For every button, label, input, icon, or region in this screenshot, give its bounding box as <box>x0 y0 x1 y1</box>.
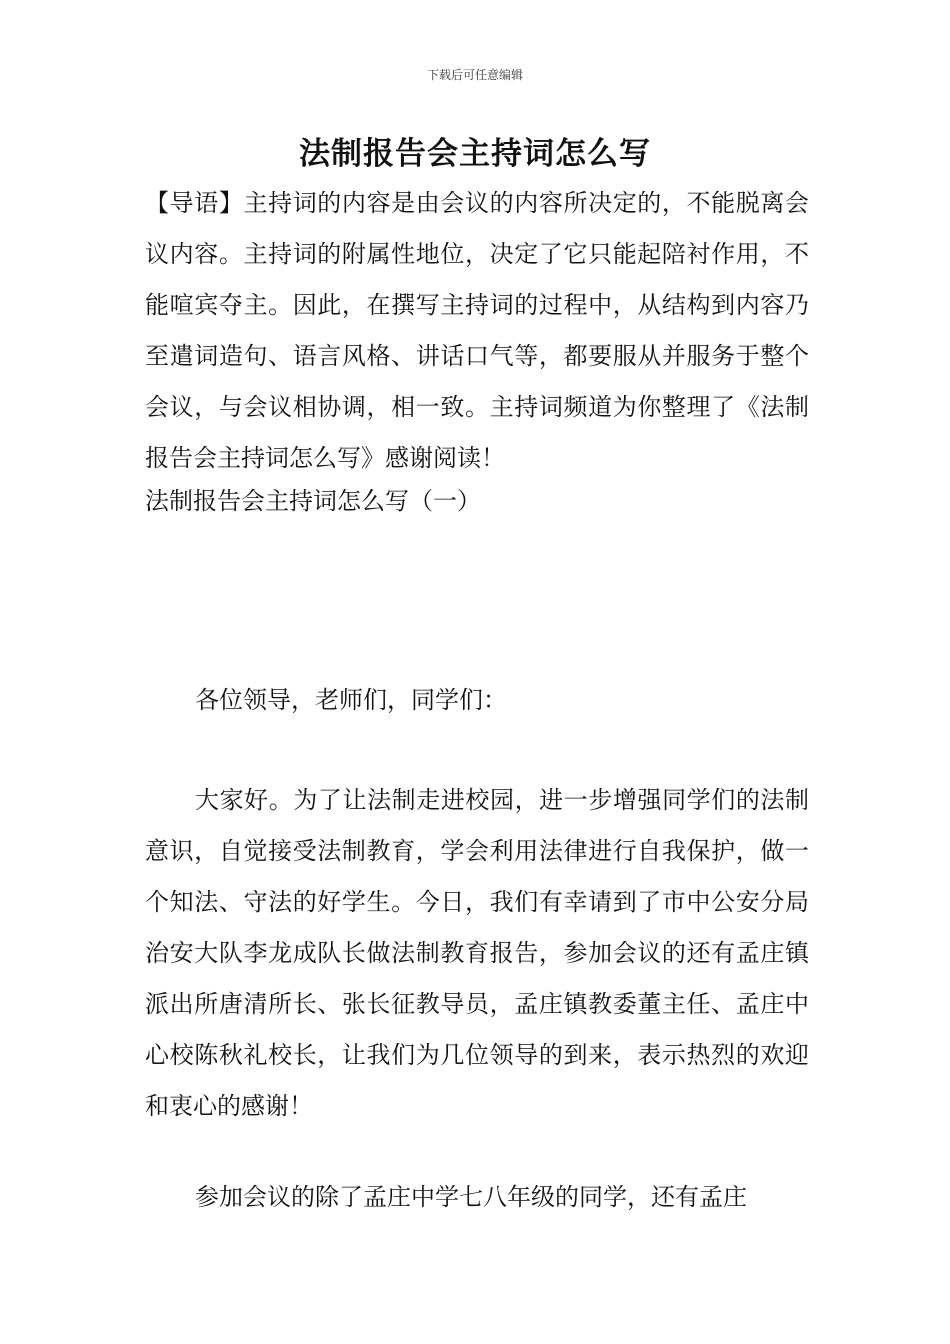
document-title: 法制报告会主持词怎么写 <box>299 136 651 172</box>
header-note: 下载后可任意编辑 <box>426 68 523 82</box>
greeting-line: 各位领导，老师们，同学们： <box>195 686 507 714</box>
body-paragraph-2: 参加会议的除了孟庄中学七八年级的同学，还有孟庄 <box>195 1183 747 1211</box>
section-subheading: 法制报告会主持词怎么写（一） <box>145 487 481 515</box>
body-paragraph-1: 大家好。为了让法制走进校园，进一步增强同学们的法制意识，自觉接受法制教育，学会利用法律进行自我保护，做一个知法、守法的好学生。今日，我们有幸请到了市中公安分局治安大队李龙成队长做法制教育报告，参加会议的还有孟庄镇派出所唐清所长、张长征教导员，孟庄镇教委董主任、孟庄中心校陈秋礼校长，让我们为几位领导的到来，表示热烈的欢迎和衷心的感谢！ <box>145 786 809 1120</box>
intro-paragraph: 【导语】主持词的内容是由会议的内容所决定的，不能脱离会议内容。主持词的附属性地位，决定了它只能起陪衬作用，不能喧宾夺主。因此，在撰写主持词的过程中，从结构到内容乃至遣词造句、语言风格、讲话口气等，都要服从并服务于整个会议，与会议相协调，相一致。主持词频道为你整理了《法制报告会主持词怎么写》感谢阅读！ <box>145 189 809 472</box>
